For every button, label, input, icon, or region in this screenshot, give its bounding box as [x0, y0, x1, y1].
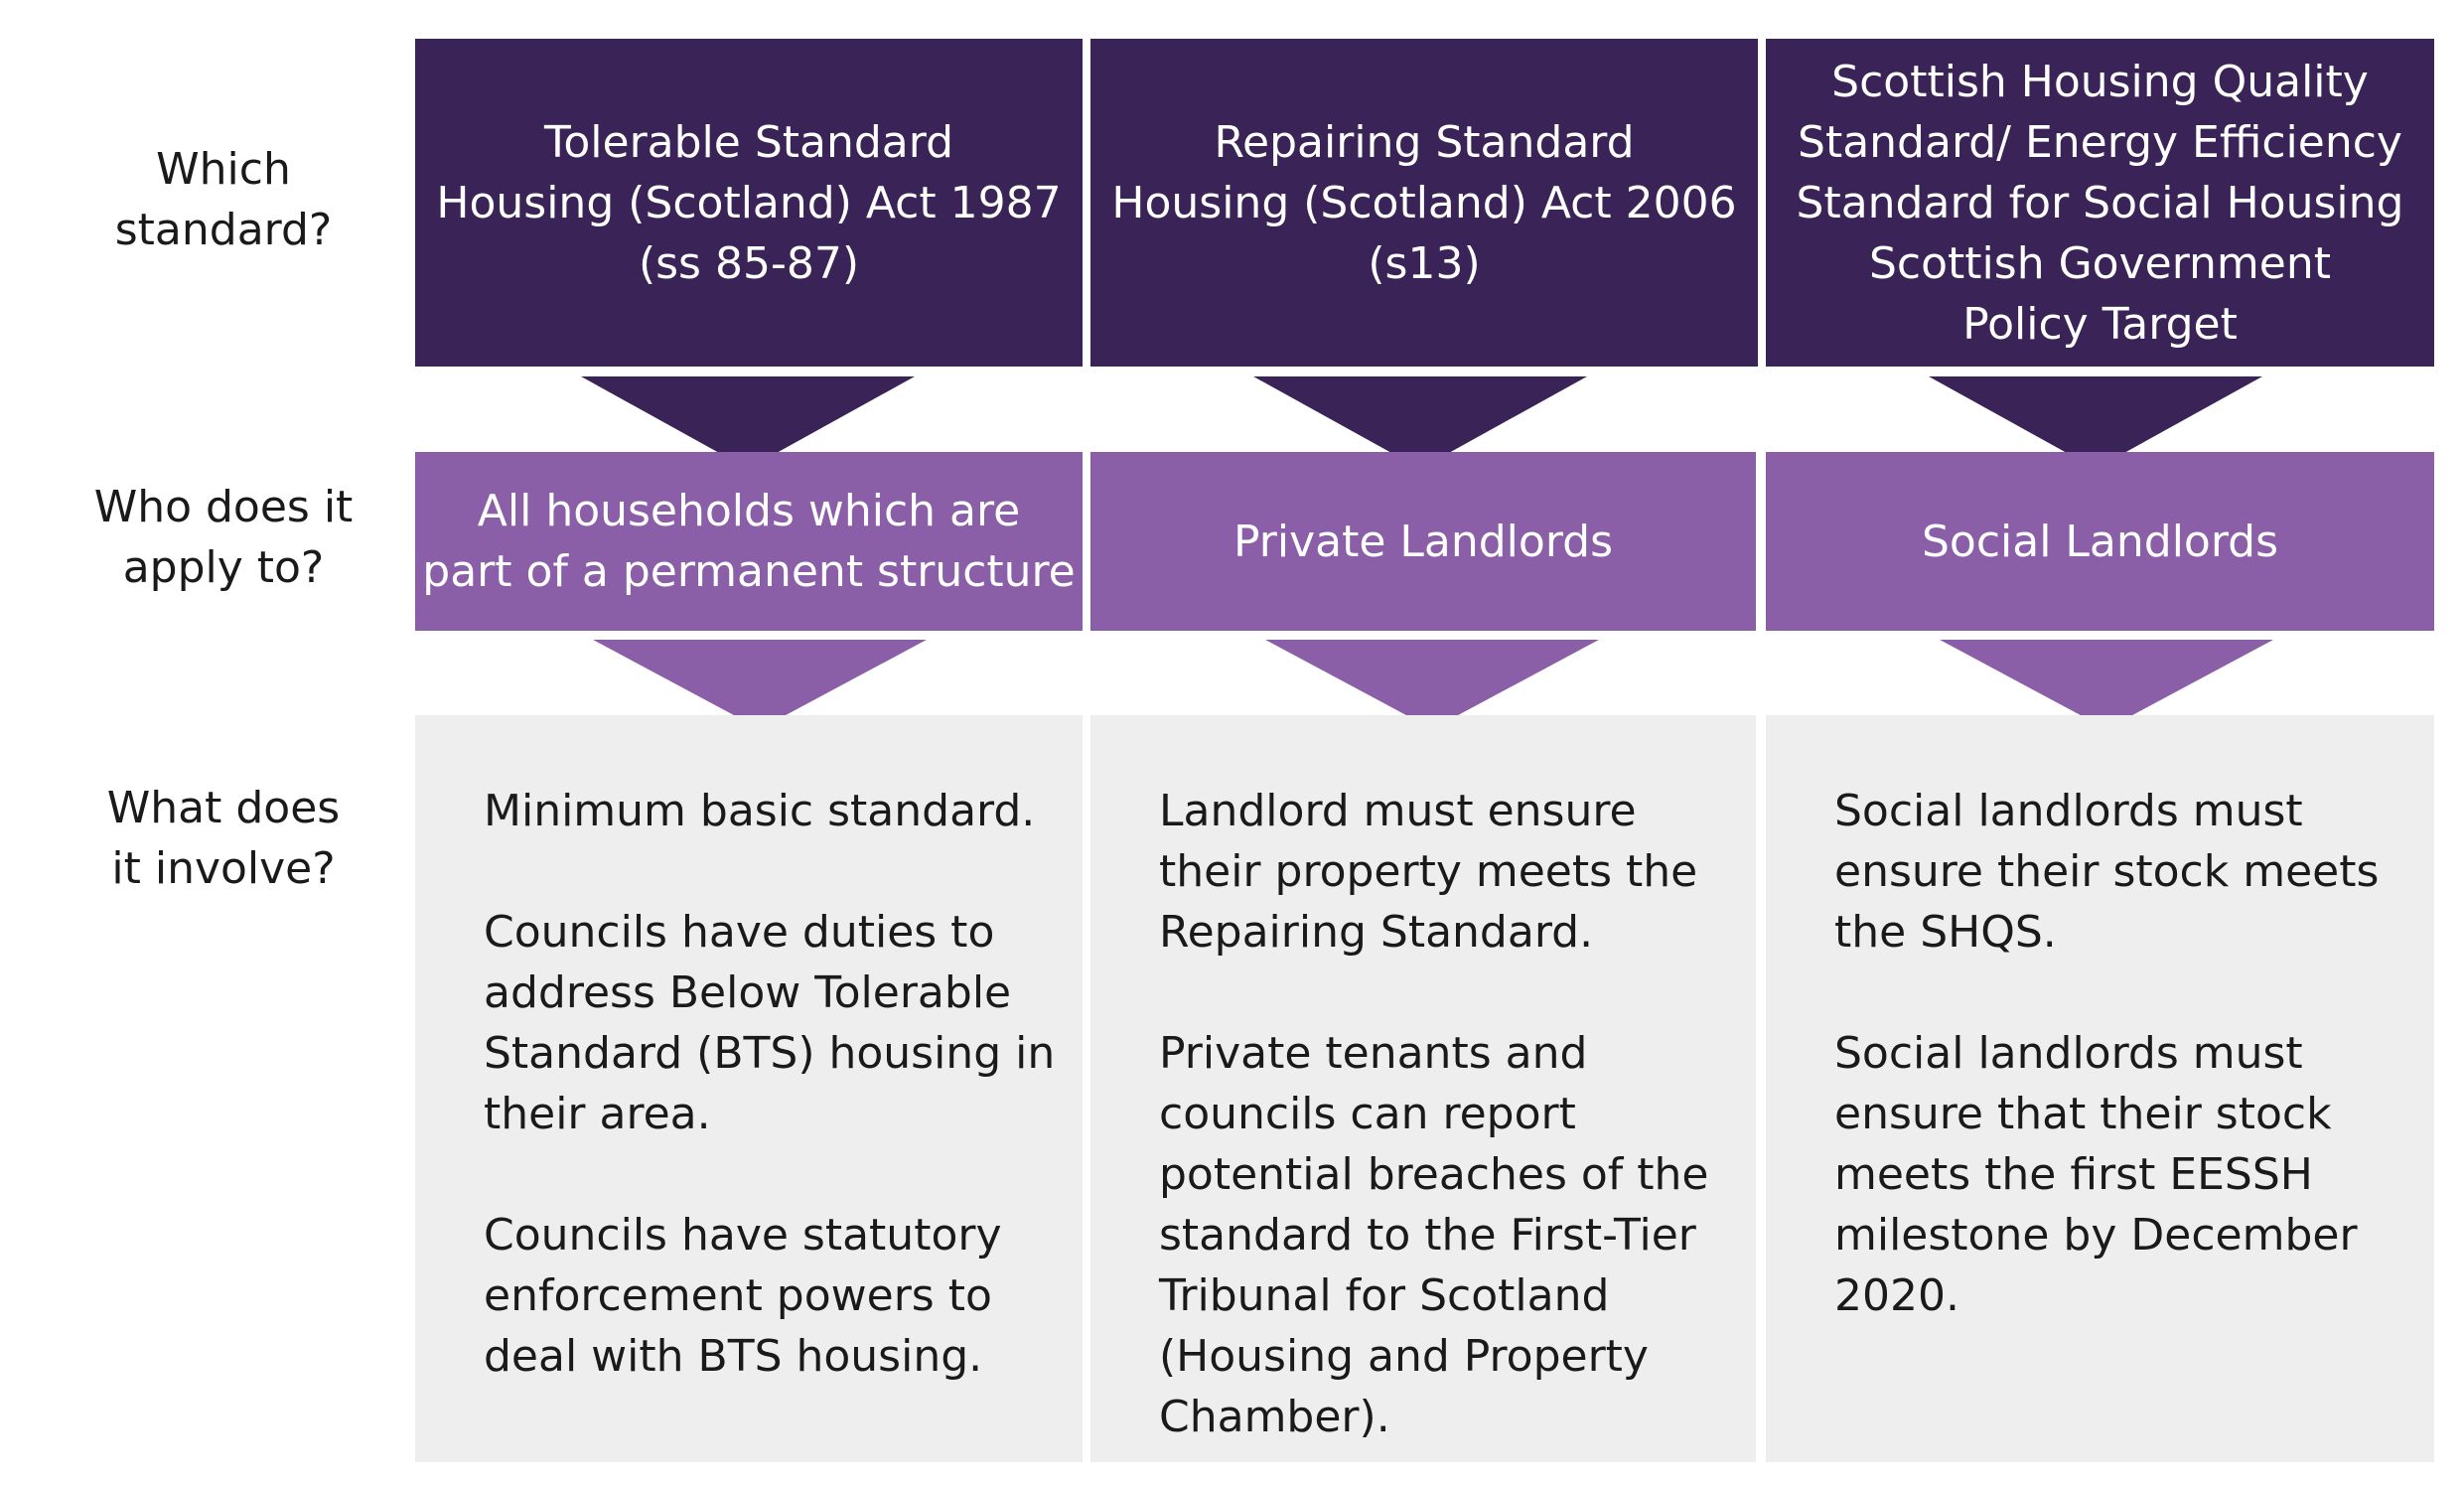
row-label-line: Who does it [93, 482, 354, 532]
involves-line: (Housing and Property [1159, 1331, 1649, 1382]
involves-line: their property meets the [1159, 846, 1698, 897]
row-label-line: apply to? [122, 542, 325, 593]
standard-line: Scottish Housing Quality [1831, 56, 2369, 107]
involves-line: Social landlords must [1834, 786, 2303, 836]
involves-paragraph [484, 902, 1055, 1144]
involves-line: Landlord must ensure [1159, 786, 1637, 836]
involves-line: meets the first EESSH [1834, 1149, 2313, 1200]
involves-box-repairing [1090, 715, 1756, 1462]
involves-paragraph [1834, 1023, 2379, 1326]
involves-line: deal with BTS housing. [484, 1331, 983, 1382]
involves-line: ensure that their stock [1834, 1089, 2332, 1139]
standard-line: (s13) [1368, 237, 1481, 289]
row-label-who-applies [60, 477, 387, 598]
applies-box-social-landlords [1766, 452, 2434, 631]
involves-line: Repairing Standard. [1159, 907, 1594, 958]
applies-line: All households which are [477, 486, 1021, 536]
standard-line: Standard/ Energy Efficiency [1798, 116, 2402, 168]
standard-line: Repairing Standard [1214, 116, 1635, 168]
involves-line: Councils have duties to [484, 907, 995, 958]
standard-line: Policy Target [1962, 298, 2238, 350]
row-label-what-involves [60, 778, 387, 899]
standard-line: Housing (Scotland) Act 2006 [1111, 177, 1737, 228]
row-label-which-standard [60, 139, 387, 260]
standard-line: (ss 85-87) [638, 237, 859, 289]
involves-paragraph [1159, 781, 1708, 963]
involves-line: Councils have statutory [484, 1210, 1002, 1261]
standard-box-shqs [1766, 39, 2434, 367]
involves-line: the SHQS. [1834, 907, 2057, 958]
involves-line: ensure their stock meets [1834, 846, 2380, 897]
involves-line: standard to the First-Tier [1159, 1210, 1696, 1261]
involves-line: milestone by December [1834, 1210, 2358, 1261]
applies-box-all-households [415, 452, 1083, 631]
row-label-line: Which [156, 144, 291, 195]
involves-line: Social landlords must [1834, 1028, 2303, 1079]
row-label-line: standard? [114, 205, 333, 255]
involves-line: potential breaches of the [1159, 1149, 1709, 1200]
standard-box-tolerable [415, 39, 1083, 367]
standard-box-repairing [1090, 39, 1758, 367]
involves-line: Standard (BTS) housing in [484, 1028, 1056, 1079]
involves-line: enforcement powers to [484, 1270, 992, 1321]
standard-line: Scottish Government [1869, 237, 2331, 289]
involves-line: Chamber). [1159, 1392, 1390, 1442]
involves-line: address Below Tolerable [484, 967, 1012, 1018]
involves-line: Private tenants and [1159, 1028, 1588, 1079]
involves-box-shqs [1766, 715, 2434, 1462]
involves-paragraph [1159, 1023, 1708, 1447]
standard-line: Housing (Scotland) Act 1987 [436, 177, 1062, 228]
applies-box-private-landlords [1090, 452, 1756, 631]
standard-line: Standard for Social Housing [1796, 177, 2404, 228]
applies-line: Social Landlords [1921, 516, 2279, 567]
involves-paragraph [484, 1205, 1055, 1387]
standard-line: Tolerable Standard [543, 116, 954, 168]
involves-paragraph [484, 781, 1055, 841]
involves-line: 2020. [1834, 1270, 1959, 1321]
row-label-line: it involve? [111, 843, 336, 894]
involves-line: Minimum basic standard. [484, 786, 1036, 836]
applies-line: part of a permanent structure [422, 546, 1076, 597]
involves-line: Tribunal for Scotland [1159, 1270, 1610, 1321]
involves-paragraph [1834, 781, 2379, 963]
involves-line: councils can report [1159, 1089, 1576, 1139]
involves-box-tolerable [415, 715, 1083, 1462]
applies-line: Private Landlords [1233, 516, 1613, 567]
involves-line: their area. [484, 1089, 711, 1139]
row-label-line: What does [106, 783, 341, 833]
